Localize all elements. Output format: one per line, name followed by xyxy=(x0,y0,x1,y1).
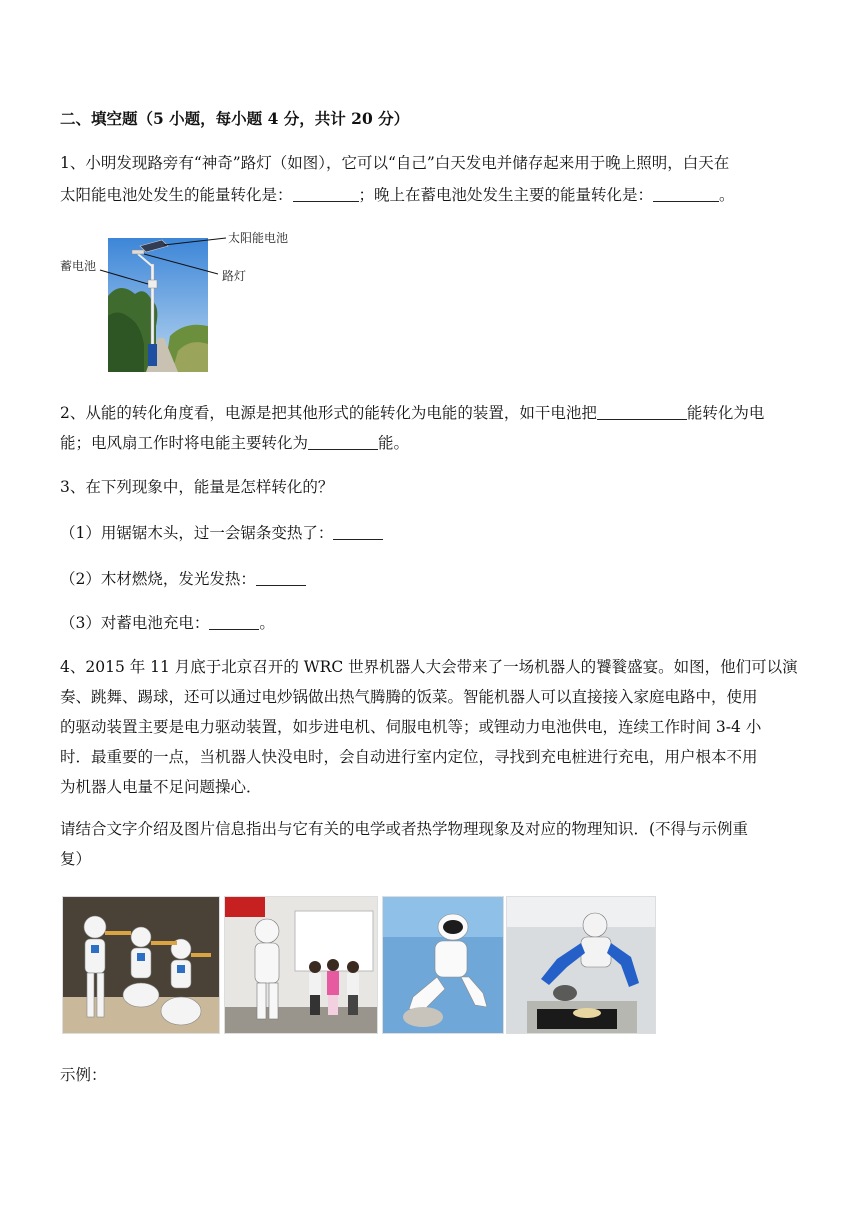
q1-line2-part3: 。 xyxy=(719,186,735,204)
q3-intro: 3、在下列现象中，能量是怎样转化的？ xyxy=(60,478,334,496)
robot-photo-kids xyxy=(224,896,378,1034)
q4-line3: 的驱动装置主要是电力驱动装置，如步进电机、伺服电机等；或锂动力电池供电，连续工作时间 3-4 小 xyxy=(60,718,762,736)
q4-line1: 4、2015 年 11 月底于北京召开的 WRC 世界机器人大会带来了一场机器人的饕餮盛宴。如图，他们可以演 xyxy=(60,658,798,676)
q4-prompt-line1: 请结合文字介绍及图片信息指出与它有关的电学或者热学物理现象及对应的物理知识．(不得与示例重 xyxy=(60,820,749,838)
q2-blank-2[interactable] xyxy=(308,431,378,450)
q3-item3-text: （3）对蓄电池充电： xyxy=(60,614,210,632)
q3-item3 xyxy=(60,608,804,638)
q3-item1-text: （1）用锯锯木头，过一会锯条变热了： xyxy=(60,524,334,542)
q2-line2-part2: 能。 xyxy=(378,434,410,452)
q3-item2-text: （2）木材燃烧，发光发热： xyxy=(60,570,256,588)
q4-line5: 为机器人电量不足问题操心． xyxy=(60,778,262,796)
q2-line1-part1: 2、从能的转化角度看，电源是把其他形式的能转化为电能的装置，如干电池把 xyxy=(60,404,597,422)
street-lamp-figure xyxy=(60,226,310,376)
q2-line1-part2: 能转化为电 xyxy=(686,404,765,422)
q2-line2-part1: 能；电风扇工作时将电能主要转化为 xyxy=(60,434,309,452)
q3-blank-2[interactable] xyxy=(256,567,306,586)
q1-line2 xyxy=(60,180,804,210)
section-heading: 二、填空题（5 小题，每小题 4 分，共计 20 分） xyxy=(60,109,410,128)
street-lamp-image xyxy=(60,226,310,376)
q4-line2: 奏、跳舞、踢球，还可以通过电炒锅做出热气腾腾的饭菜。智能机器人可以直接接入家庭电路中，使用 xyxy=(60,688,758,706)
q2-line2 xyxy=(60,428,804,458)
q3-blank-1[interactable] xyxy=(333,521,383,540)
q1-line2-part1: 太阳能电池处发生的能量转化是： xyxy=(60,186,293,204)
q3-item1 xyxy=(60,518,804,548)
q4-prompt-line2: 复） xyxy=(60,850,92,868)
q1-blank-1[interactable] xyxy=(293,183,359,202)
q3-blank-3[interactable] xyxy=(209,611,259,630)
q1-line2-part2: ；晚上在蓄电池处发生主要的能量转化是： xyxy=(358,186,654,204)
label-battery: 蓄电池 xyxy=(60,259,97,273)
q1-line1: 1、小明发现路旁有“神奇”路灯（如图），它可以“自己”白天发电并储存起来用于晚上照明，白天在 xyxy=(60,154,730,172)
q1-blank-2[interactable] xyxy=(653,183,719,202)
q3-item3-end: 。 xyxy=(259,614,275,632)
q3-item2 xyxy=(60,564,804,594)
label-street-lamp: 路灯 xyxy=(222,269,247,283)
q2-line1 xyxy=(60,398,804,428)
example-label: 示例： xyxy=(60,1066,107,1084)
robot-photo-musicians xyxy=(62,896,220,1034)
q4-line4: 时．最重要的一点，当机器人快没电时，会自动进行室内定位，寻找到充电桩进行充电，用户根本不用 xyxy=(60,748,758,766)
robot-photo-cooking xyxy=(506,896,656,1034)
robot-photo-soccer xyxy=(382,896,504,1034)
q2-blank-1[interactable] xyxy=(597,401,687,420)
label-solar-cell: 太阳能电池 xyxy=(228,231,289,245)
